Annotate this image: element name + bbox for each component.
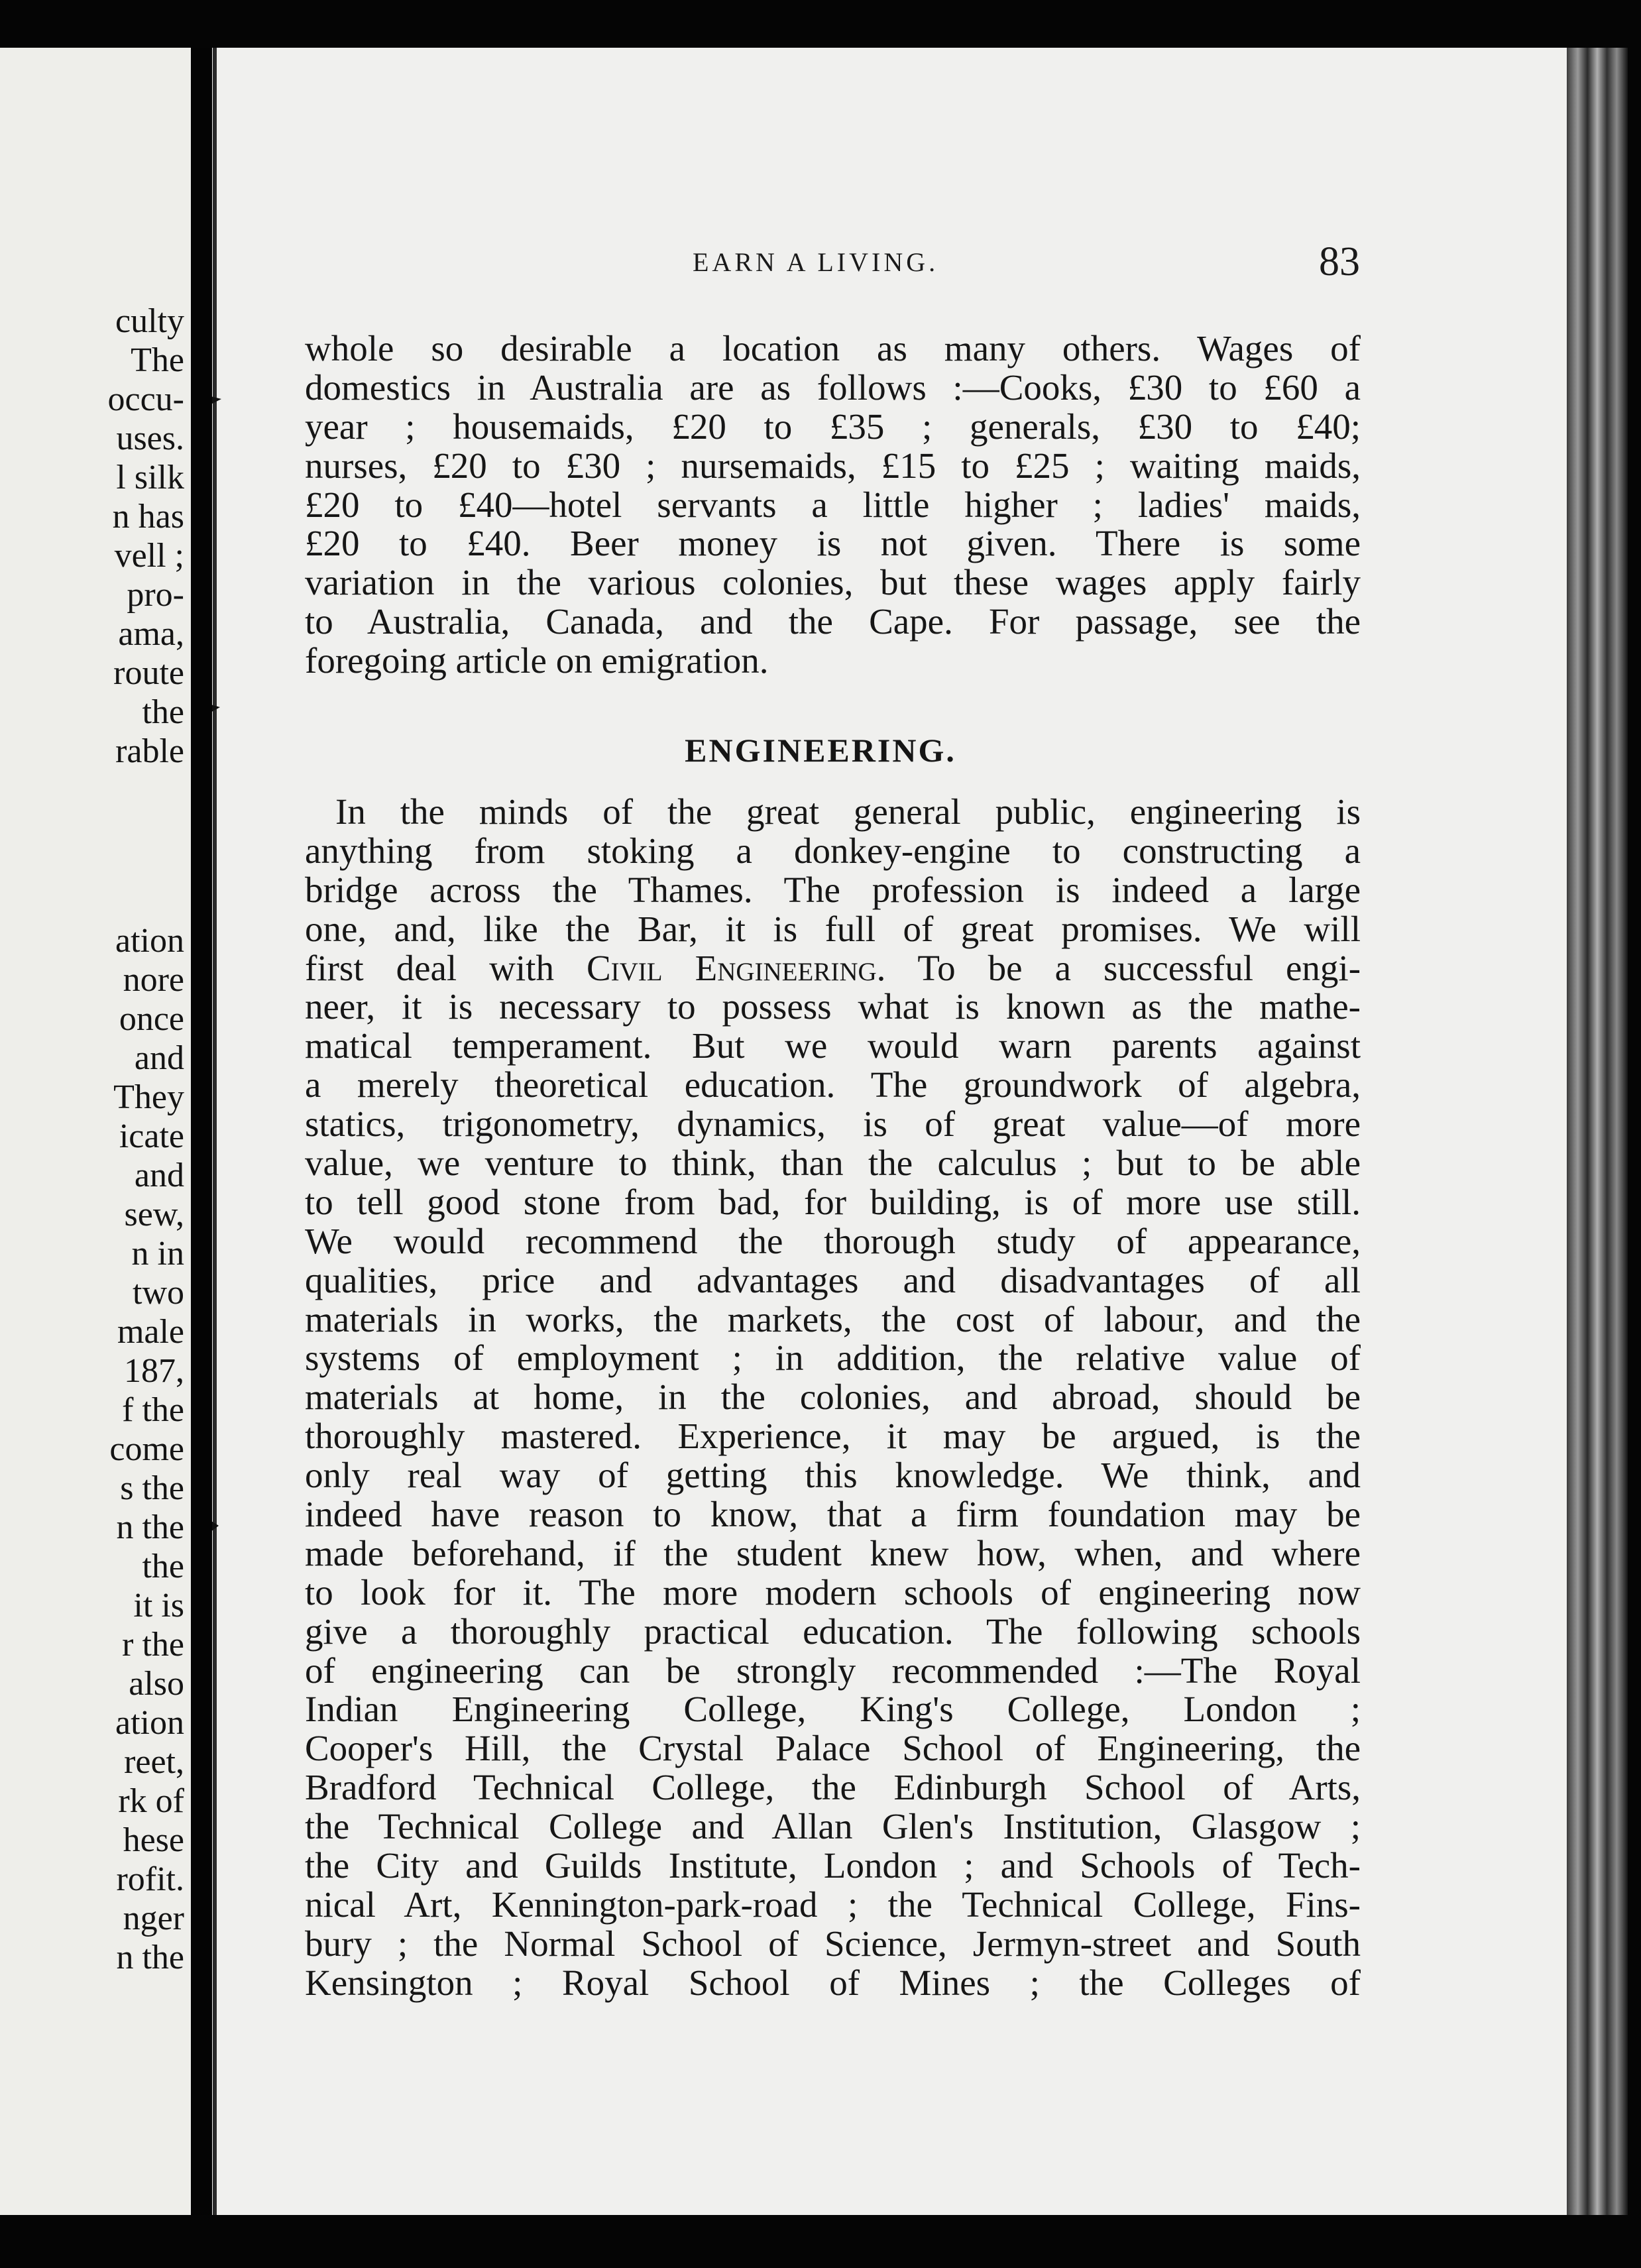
facing-page-line: r the (122, 1626, 184, 1664)
paragraph-engineering (305, 793, 1361, 2003)
facing-page-line: n has (112, 498, 184, 536)
text-line: nurses, £20 to £30 ; nursemaids, £15 to £25 ; waiting maids, (305, 445, 1361, 486)
facing-page-line: vell ; (114, 537, 184, 575)
facing-page-line: The (131, 341, 184, 379)
text-line: Kensington ; Royal School of Mines ; the Colleges of (305, 1962, 1361, 2003)
text-line: £20 to £40—hotel servants a little higher ; ladies' maids, (305, 484, 1361, 525)
facing-page-line: pro- (127, 576, 184, 614)
facing-page-line: it is (133, 1587, 184, 1624)
text-line: materials in works, the markets, the cost of labour, and the (305, 1298, 1361, 1339)
text-line: value, we venture to think, than the calculus ; but to be able (305, 1143, 1361, 1184)
running-head: EARN A LIVING. (693, 247, 939, 277)
facing-page-line: culty (115, 302, 184, 340)
text-run: To be a successful engi- (885, 947, 1361, 988)
text-line: bridge across the Thames. The profession is indeed a large (305, 869, 1361, 910)
text-line: We would recommend the thorough study of appearance, (305, 1220, 1361, 1261)
text-line: to look for it. The more modern schools of engineering now (305, 1571, 1361, 1613)
facing-page-line: and (134, 1157, 184, 1194)
facing-page-line: nger (123, 1899, 184, 1937)
facing-page-line: They (113, 1078, 184, 1116)
page-binding-thread (212, 48, 252, 2215)
facing-page-line: route (113, 654, 184, 692)
facing-page-line: f the (122, 1391, 184, 1429)
book-gutter (191, 48, 212, 2215)
facing-page-line: sew, (124, 1196, 184, 1233)
text-line: In the minds of the great general public, engineering is (335, 791, 1361, 832)
text-line: the City and Guilds Institute, London ; and Schools of Tech- (305, 1845, 1361, 1886)
facing-page-line: male (117, 1313, 184, 1351)
facing-page-line: n the (116, 1939, 184, 1976)
page-edges (1567, 48, 1628, 2215)
facing-page-line: ation (115, 922, 184, 960)
text-line: a merely theoretical education. The groundwork of algebra, (305, 1064, 1361, 1106)
text-line: only real way of getting this knowledge. We think, and (305, 1455, 1361, 1496)
facing-page-line: nore (123, 961, 184, 999)
facing-page-line: rable (115, 732, 184, 770)
facing-page-line: the (142, 1548, 184, 1585)
paragraph-wages (305, 329, 1361, 681)
text-line: matical temperament. But we would warn parents against (305, 1025, 1361, 1066)
text-line: Indian Engineering College, King's College, London ; (305, 1689, 1361, 1730)
text-line: made beforehand, if the student knew how, when, and where (305, 1532, 1361, 1573)
facing-page-line: the (142, 693, 184, 731)
facing-page-line: hese (123, 1821, 184, 1859)
facing-page-line: 187, (124, 1352, 184, 1390)
text-line: Cooper's Hill, the Crystal Palace School of Engineering, the (305, 1728, 1361, 1769)
facing-page-line: come (109, 1430, 184, 1468)
facing-page-line: uses. (116, 420, 184, 457)
facing-page-line: once (119, 1000, 184, 1038)
text-line: £20 to £40. Beer money is not given. There is some (305, 523, 1361, 564)
facing-page-line: two (133, 1274, 184, 1312)
text-line: Bradford Technical College, the Edinburgh School of Arts, (305, 1767, 1361, 1808)
section-heading: ENGINEERING. (685, 732, 956, 769)
facing-page-line: rk of (118, 1782, 184, 1820)
text-line: materials at home, in the colonies, and abroad, should be (305, 1377, 1361, 1418)
facing-page-line: occu- (107, 380, 184, 418)
text-line: statics, trigonometry, dynamics, is of great value—of more (305, 1104, 1361, 1145)
text-line: year ; housemaids, £20 to £35 ; generals, £30 to £40; (305, 406, 1361, 447)
text-line: domestics in Australia are as follows :—Cooks, £30 to £60 a (305, 367, 1361, 408)
text-line: indeed have reason to know, that a firm foundation may be (305, 1494, 1361, 1535)
facing-page-line: ation (115, 1704, 184, 1742)
text-line: one, and, like the Bar, it is full of great promises. We will (305, 908, 1361, 949)
facing-page-line: s the (120, 1469, 184, 1507)
text-line: foregoing article on emigration. (305, 640, 769, 681)
facing-page-line: rofit. (116, 1860, 184, 1898)
text-line: to Australia, Canada, and the Cape. For passage, see the (305, 601, 1361, 642)
facing-page-line: also (129, 1665, 184, 1703)
text-line: of engineering can be strongly recommended :—The Royal (305, 1650, 1361, 1691)
text-line: thoroughly mastered. Experience, it may be argued, is the (305, 1416, 1361, 1457)
text-line: neer, it is necessary to possess what is known as the mathe- (305, 986, 1361, 1027)
facing-page-line: n in (131, 1235, 184, 1273)
text-line: systems of employment ; in addition, the relative value of (305, 1337, 1361, 1379)
text-line: variation in the various colonies, but these wages apply fairly (305, 562, 1361, 603)
facing-page-line: ama, (118, 615, 184, 653)
text-line: anything from stoking a donkey-engine to constructing a (305, 830, 1361, 871)
text-line: the Technical College and Allan Glen's Institution, Glasgow ; (305, 1806, 1361, 1847)
page-number: 83 (1319, 239, 1360, 284)
text-line: nical Art, Kennington-park-road ; the Technical College, Fins- (305, 1884, 1361, 1925)
facing-page-line: and (134, 1039, 184, 1077)
text-line: bury ; the Normal School of Science, Jermyn-street and South (305, 1923, 1361, 1964)
text-line (305, 949, 1361, 988)
facing-page (0, 48, 191, 2215)
facing-page-line: l silk (116, 459, 184, 496)
text-line: whole so desirable a location as many others. Wages of (305, 328, 1361, 369)
facing-page-line: icate (119, 1117, 184, 1155)
text-line: qualities, price and advantages and disadvantages of all (305, 1259, 1361, 1300)
text-line: give a thoroughly practical education. The following schools (305, 1611, 1361, 1652)
facing-page-line: reet, (124, 1743, 184, 1781)
facing-page-line: n the (116, 1508, 184, 1546)
text-run: first deal with (305, 947, 587, 988)
small-caps-term: Civil Engineering. (586, 947, 886, 988)
text-line: to tell good stone from bad, for building, is of more use still. (305, 1181, 1361, 1222)
